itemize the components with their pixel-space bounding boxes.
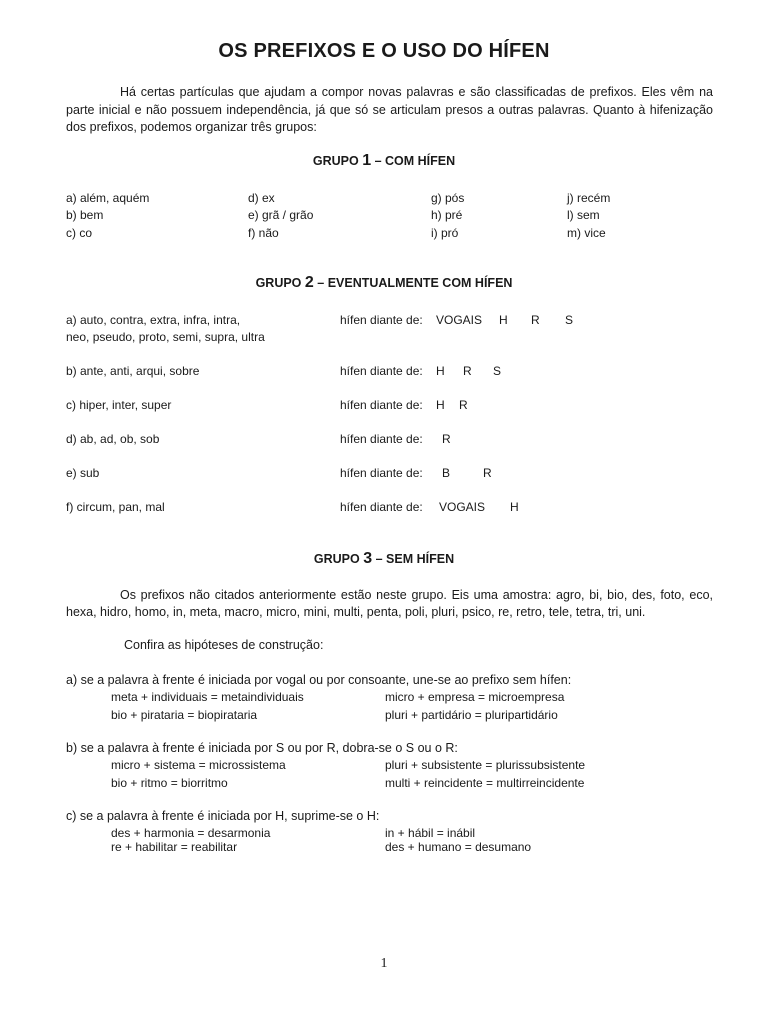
group2-prefixes: a) auto, contra, extra, infra, intra, xyxy=(66,313,241,327)
group2-suffix: – EVENTUALMENTE COM HÍFEN xyxy=(317,276,513,290)
group1-suffix: – COM HÍFEN xyxy=(374,154,456,168)
group2-letter: B xyxy=(442,466,451,480)
case-heading: a) se a palavra à frente é iniciada por vogal ou por consoante, une-se ao prefixo sem hífen: xyxy=(66,673,572,687)
group1-item: d) ex xyxy=(248,191,275,205)
group3-suffix: – SEM HÍFEN xyxy=(375,552,455,566)
group2-rule-label: hífen diante de: xyxy=(340,432,423,446)
group3-heading xyxy=(0,550,768,568)
group2-prefixes: e) sub xyxy=(66,466,100,480)
group2-letter: S xyxy=(565,313,574,327)
group2-prefixes: f) circum, pan, mal xyxy=(66,500,165,514)
case-example: des + harmonia = desarmonia xyxy=(111,826,271,840)
group1-item: g) pós xyxy=(431,191,465,205)
page-number: 1 xyxy=(380,956,388,971)
case-heading: b) se a palavra à frente é iniciada por S ou por R, dobra-se o S ou o R: xyxy=(66,741,458,755)
case-example: meta + individuais = metaindividuais xyxy=(111,690,304,704)
group2-letter: H xyxy=(499,313,508,327)
group2-letter: H xyxy=(436,398,445,412)
case-example: micro + empresa = microempresa xyxy=(385,690,565,704)
group3-paragraph: Os prefixos não citados anteriormente estão neste grupo. Eis uma amostra: agro, bi, bio, des, foto, eco, hexa, hidro, homo, in, meta, macro, micro, mini, multi, penta, poli, pluri, psico, re, retro, tele, tetra, tri, uni. xyxy=(66,588,713,619)
group3-number: 3 xyxy=(363,550,373,567)
group1-heading xyxy=(0,152,768,170)
group2-number: 2 xyxy=(304,274,314,291)
group2-heading xyxy=(0,274,768,292)
case-heading: c) se a palavra à frente é iniciada por H, suprime-se o H: xyxy=(66,809,380,823)
group1-item: i) pró xyxy=(431,226,459,240)
group2-letter: R xyxy=(463,364,472,378)
group1-item: m) vice xyxy=(567,226,606,240)
group2-rule-label: hífen diante de: xyxy=(340,398,423,412)
group3-label: GRUPO xyxy=(313,552,360,566)
group1-label: GRUPO xyxy=(312,154,359,168)
group1-item: j) recém xyxy=(567,191,611,205)
group1-item: h) pré xyxy=(431,208,463,222)
case-example: multi + reincidente = multirreincidente xyxy=(385,776,585,790)
group1-number: 1 xyxy=(362,152,372,169)
case-example: des + humano = desumano xyxy=(385,840,532,854)
group2-letter: VOGAIS xyxy=(439,500,486,514)
group1-item: e) grã / grão xyxy=(248,208,314,222)
group2-rule-label: hífen diante de: xyxy=(340,466,423,480)
group2-letter: R xyxy=(442,432,451,446)
group2-prefixes: d) ab, ad, ob, sob xyxy=(66,432,160,446)
group1-item: c) co xyxy=(66,226,93,240)
group1-item: a) além, aquém xyxy=(66,191,150,205)
case-example: in + hábil = inábil xyxy=(385,826,476,840)
group2-letter: R xyxy=(531,313,540,327)
group2-letter: VOGAIS xyxy=(436,313,483,327)
case-example: pluri + partidário = pluripartidário xyxy=(385,708,558,722)
group2-letter: R xyxy=(459,398,468,412)
group2-prefixes: c) hiper, inter, super xyxy=(66,398,172,412)
confira-text: Confira as hipóteses de construção: xyxy=(124,638,324,652)
group1-item: f) não xyxy=(248,226,279,240)
group1-item: b) bem xyxy=(66,208,104,222)
group2-rule-label: hífen diante de: xyxy=(340,313,423,327)
group2-prefixes: neo, pseudo, proto, semi, supra, ultra xyxy=(66,330,265,344)
case-example: re + habilitar = reabilitar xyxy=(111,840,238,854)
case-example: bio + ritmo = biorritmo xyxy=(111,776,228,790)
case-example: micro + sistema = microssistema xyxy=(111,758,286,772)
group2-label: GRUPO xyxy=(255,276,302,290)
case-example: bio + pirataria = biopirataria xyxy=(111,708,258,722)
intro-paragraph: Há certas partículas que ajudam a compor novas palavras e são classificadas de prefixos. Eles vêm na parte inicial e não possuem independência, já que só se articulam presos a outras palavras. Quanto à hifenização dos prefixos, podemos organizar três grupos: xyxy=(66,85,713,134)
group2-letter: H xyxy=(436,364,445,378)
group2-rule-label: hífen diante de: xyxy=(340,500,423,514)
case-example: pluri + subsistente = plurissubsistente xyxy=(385,758,586,772)
group1-item: l) sem xyxy=(567,208,600,222)
page-title: OS PREFIXOS E O USO DO HÍFEN xyxy=(218,40,550,62)
group2-prefixes: b) ante, anti, arqui, sobre xyxy=(66,364,200,378)
group2-rule-label: hífen diante de: xyxy=(340,364,423,378)
group2-letter: R xyxy=(483,466,492,480)
group2-letter: H xyxy=(510,500,519,514)
group2-letter: S xyxy=(493,364,502,378)
